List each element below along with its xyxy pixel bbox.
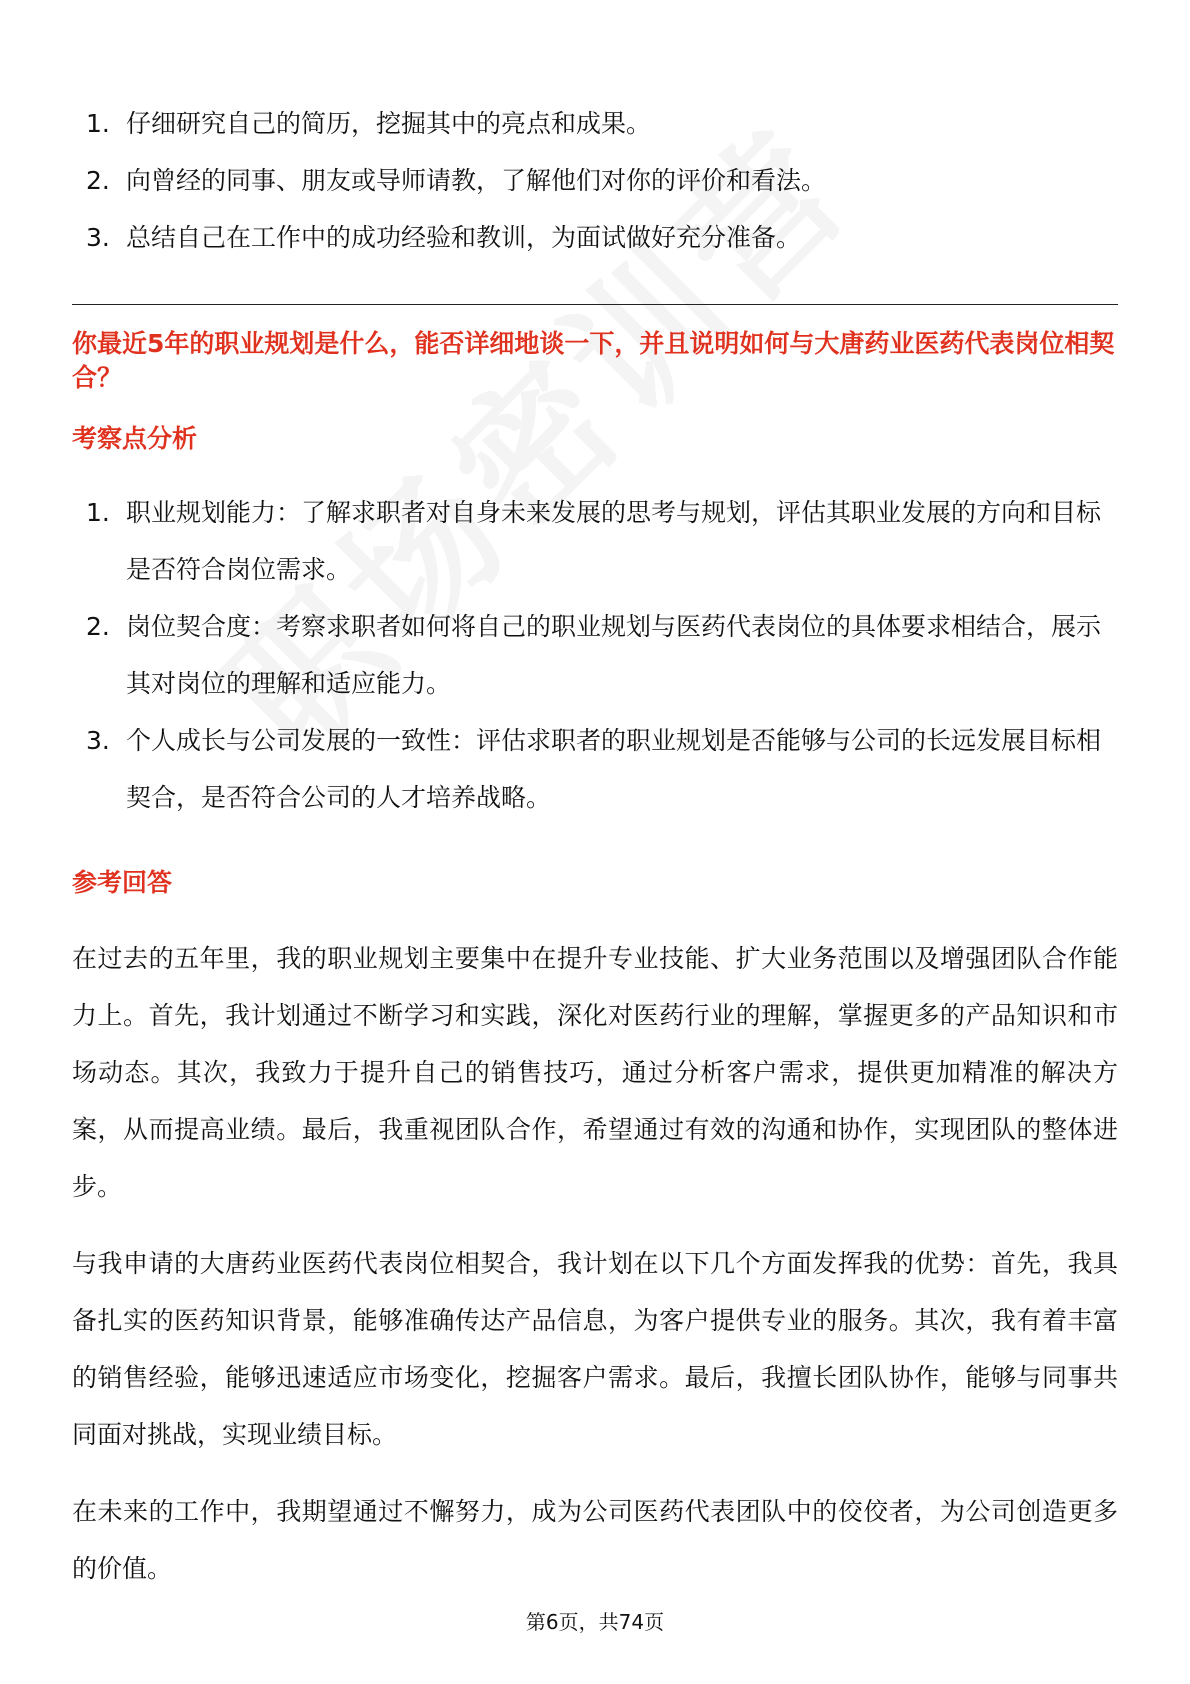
- list-item: [72, 712, 1118, 826]
- list-item: [72, 95, 1118, 152]
- list-number: 1.: [86, 109, 110, 138]
- list-number: 3.: [86, 223, 110, 252]
- page-content: [72, 95, 1118, 1617]
- intro-list: [72, 95, 1118, 266]
- section-divider: [72, 304, 1118, 305]
- list-text: 岗位契合度：考察求职者如何将自己的职业规划与医药代表岗位的具体要求相结合，展示其对岗位的理解和适应能力。: [126, 612, 1102, 698]
- list-item: [72, 152, 1118, 209]
- list-number: 2.: [86, 612, 110, 641]
- answer-title: 参考回答: [72, 868, 173, 897]
- list-number: 3.: [86, 726, 110, 755]
- answer-paragraph: 与我申请的大唐药业医药代表岗位相契合，我计划在以下几个方面发挥我的优势：首先，我具备扎实的医药知识背景，能够准确传达产品信息，为客户提供专业的服务。其次，我有着丰富的销售经验，能够迅速适应市场变化，挖掘客户需求。最后，我擅长团队协作，能够与同事共同面对挑战，实现业绩目标。: [72, 1249, 1118, 1449]
- list-text: 总结自己在工作中的成功经验和教训，为面试做好充分准备。: [126, 223, 802, 252]
- list-item: [72, 209, 1118, 266]
- list-item: [72, 598, 1118, 712]
- list-text: 仔细研究自己的简历，挖掘其中的亮点和成果。: [126, 109, 652, 138]
- list-text: 向曾经的同事、朋友或导师请教，了解他们对你的评价和看法。: [126, 166, 827, 195]
- page-number-footer: 第6页，共74页: [525, 1610, 665, 1634]
- list-text: 职业规划能力：了解求职者对自身未来发展的思考与规划，评估其职业发展的方向和目标是否符合岗位需求。: [126, 498, 1102, 584]
- answer-paragraph: 在未来的工作中，我期望通过不懈努力，成为公司医药代表团队中的佼佼者，为公司创造更多的价值。: [72, 1497, 1118, 1583]
- answer-paragraph: 在过去的五年里，我的职业规划主要集中在提升专业技能、扩大业务范围以及增强团队合作能力上。首先，我计划通过不断学习和实践，深化对医药行业的理解，掌握更多的产品知识和市场动态。其次，我致力于提升自己的销售技巧，通过分析客户需求，提供更加精准的解决方案，从而提高业绩。最后，我重视团队合作，希望通过有效的沟通和协作，实现团队的整体进步。: [72, 944, 1118, 1201]
- analysis-list: [72, 484, 1118, 826]
- list-text: 个人成长与公司发展的一致性：评估求职者的职业规划是否能够与公司的长远发展目标相契合，是否符合公司的人才培养战略。: [126, 726, 1102, 812]
- list-number: 1.: [86, 498, 110, 527]
- list-number: 2.: [86, 166, 110, 195]
- analysis-title: 考察点分析: [72, 424, 198, 453]
- question-heading: 你最近5年的职业规划是什么，能否详细地谈一下，并且说明如何与大唐药业医药代表岗位相契合？: [72, 329, 1115, 392]
- list-item: [72, 484, 1118, 598]
